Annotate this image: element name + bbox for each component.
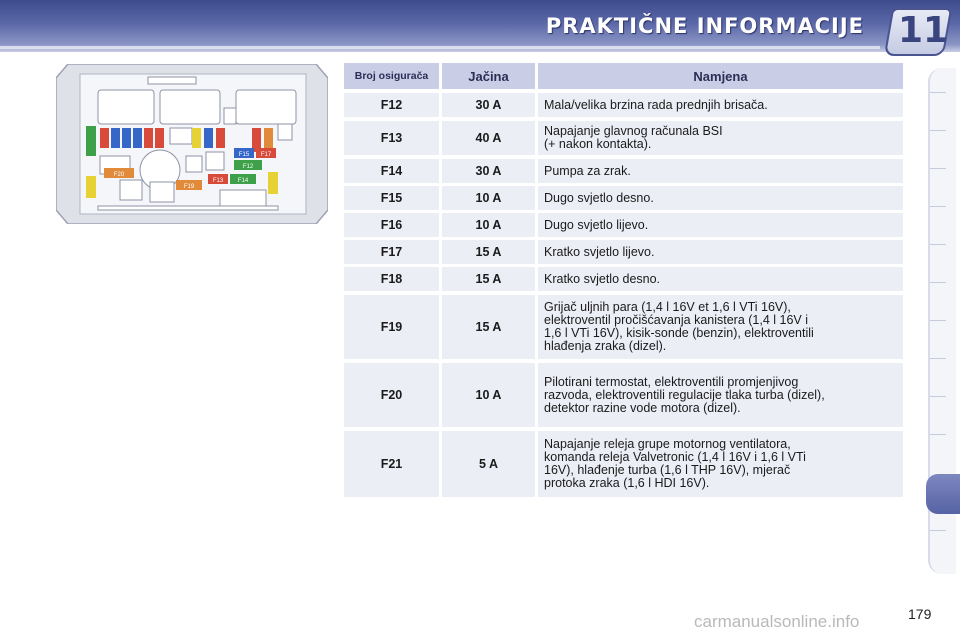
fuse-rating: 30 A: [442, 159, 535, 183]
fuse-number: F16: [344, 213, 439, 237]
page-title: PRAKTIČNE INFORMACIJE: [545, 14, 864, 38]
fuse-red: [144, 128, 153, 148]
fuse-green: [86, 126, 96, 156]
fuse-purpose: Grijač uljnih para (1,4 l 16V et 1,6 l VTi 16V), elektroventil pročišćavanja kanistera (1,4 l 16V i 1,6 l VTi 16V), kisik-sonde (benzin), elektroventili hlađenja zraka (dizel).: [538, 295, 903, 359]
tab-divider: [930, 168, 946, 169]
fuse-rating: 15 A: [442, 295, 535, 359]
column-header-fuse-number: Broj osigurača: [344, 63, 439, 89]
fuse-purpose: Dugo svjetlo lijevo.: [538, 213, 903, 237]
fuse-label-F19: F19: [183, 184, 195, 190]
tab-divider: [930, 244, 946, 245]
fuse-slot: [120, 180, 142, 200]
fuse-slot: [206, 152, 224, 170]
fuse-red: [155, 128, 164, 148]
tab-divider: [930, 320, 946, 321]
fuse-label-F15: F15: [238, 152, 250, 158]
watermark: carmanualsonline.info: [694, 612, 860, 631]
fuse-yellow: [192, 128, 201, 148]
relay: [98, 90, 154, 124]
fuse-slot: [150, 182, 174, 202]
chapter-number: 11: [898, 10, 949, 51]
chapter-tab-active[interactable]: [926, 474, 960, 514]
fuse-number: F13: [344, 121, 439, 155]
fuse-box-diagram: [56, 64, 328, 224]
fuse-rating: 10 A: [442, 186, 535, 210]
column-header-rating: Jačina: [442, 63, 535, 89]
tab-divider: [930, 282, 946, 283]
fuse-yellow: [86, 176, 96, 198]
fuse-purpose: Dugo svjetlo desno.: [538, 186, 903, 210]
tab-divider: [930, 130, 946, 131]
fuse-strip: [98, 206, 278, 210]
fuse-purpose: Kratko svjetlo desno.: [538, 267, 903, 291]
page-number: 179: [908, 606, 932, 622]
fuse-label-F17: F17: [260, 152, 272, 158]
fuse-rating: 30 A: [442, 93, 535, 117]
fuse-red: [100, 128, 109, 148]
fuse-rating: 15 A: [442, 240, 535, 264]
relay: [160, 90, 220, 124]
fuse-red: [216, 128, 225, 148]
fuse-number: F20: [344, 363, 439, 427]
fuse-slot: [224, 108, 236, 124]
fuse-blue: [111, 128, 120, 148]
fuse-purpose: Kratko svjetlo lijevo.: [538, 240, 903, 264]
fuse-blue: [122, 128, 131, 148]
header-stripe: [0, 46, 880, 49]
fuse-rating: 10 A: [442, 213, 535, 237]
fuse-purpose: Napajanje releja grupe motornog ventilatora, komanda releja Valvetronic (1,4 l 16V i 1,6 l VTi 16V), hlađenje turba (1,6 l THP 16V), mjerač protoka zraka (1,6 l HDI 16V).: [538, 431, 903, 497]
tab-divider: [930, 530, 946, 531]
fuse-purpose: Pilotirani termostat, elektroventili promjenjivog razvoda, elektroventili regulacije tlaka turba (dizel), detektor razine vode motora (dizel).: [538, 363, 903, 427]
tab-divider: [930, 358, 946, 359]
fuse-label-F13: F13: [212, 178, 224, 184]
fuse-blue: [133, 128, 142, 148]
fuse-label-F14: F14: [237, 178, 249, 184]
fuse-number: F19: [344, 295, 439, 359]
fuse-blue: [204, 128, 213, 148]
fuse-purpose: Napajanje glavnog računala BSI (+ nakon kontakta).: [538, 121, 903, 155]
fuse-slot: [170, 128, 192, 144]
fuse-slot: [278, 124, 292, 140]
fuse-slot: [186, 156, 202, 172]
relay: [236, 90, 296, 124]
fuse-yellow: [268, 172, 278, 194]
fuse-rating: 5 A: [442, 431, 535, 497]
fuse-number: F15: [344, 186, 439, 210]
fuse-slot: [148, 77, 196, 84]
tab-divider: [930, 92, 946, 93]
fuse-number: F17: [344, 240, 439, 264]
tab-divider: [930, 396, 946, 397]
fuse-number: F18: [344, 267, 439, 291]
fuse-purpose: Mala/velika brzina rada prednjih brisača.: [538, 93, 903, 117]
fuse-label-F12: F12: [242, 164, 254, 170]
tab-divider: [930, 434, 946, 435]
column-header-purpose: Namjena: [538, 63, 903, 89]
fuse-number: F21: [344, 431, 439, 497]
fuse-rating: 10 A: [442, 363, 535, 427]
fuse-label-F20: F20: [113, 172, 125, 178]
fuse-number: F12: [344, 93, 439, 117]
fuse-purpose: Pumpa za zrak.: [538, 159, 903, 183]
fuse-rating: 40 A: [442, 121, 535, 155]
tab-divider: [930, 206, 946, 207]
fuse-slot: [220, 190, 266, 206]
fuse-rating: 15 A: [442, 267, 535, 291]
fuse-number: F14: [344, 159, 439, 183]
